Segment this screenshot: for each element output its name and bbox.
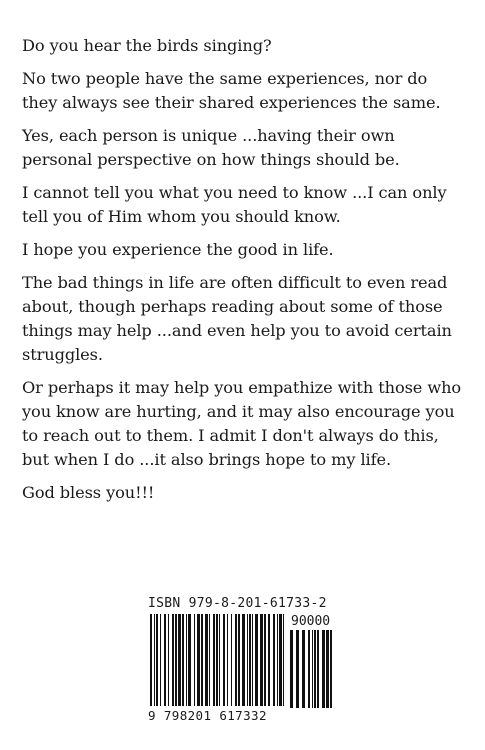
paragraph: I cannot tell you what you need to know ...I can only tell you of Him whom you should know. xyxy=(22,183,447,226)
isbn-label: ISBN 979-8-201-61733-2 xyxy=(148,596,327,611)
paragraph: Or perhaps it may help you empathize with those who you know are hurting, and it may also encourage you to reach out to them. I admit I don't always do this, but when I do ...it also brings hope to my life. xyxy=(22,378,462,469)
paragraph: Do you hear the birds singing? xyxy=(22,36,272,55)
paragraph: No two people have the same experiences, nor do they always see their shared experiences the same. xyxy=(22,69,441,112)
isbn-barcode xyxy=(148,596,336,728)
paragraph: God bless you!!! xyxy=(22,483,155,502)
price-code: 90000 xyxy=(291,614,331,629)
back-cover-text xyxy=(22,34,467,514)
paragraph: The bad things in life are often difficult to even read about, though perhaps reading about some of those things may help ...and even help you to avoid certain struggles. xyxy=(22,273,452,364)
barcode-digits: 9 798201 617332 xyxy=(148,708,267,723)
paragraph: Yes, each person is unique ...having their own personal perspective on how things should be. xyxy=(22,126,400,169)
paragraph: I hope you experience the good in life. xyxy=(22,240,334,259)
